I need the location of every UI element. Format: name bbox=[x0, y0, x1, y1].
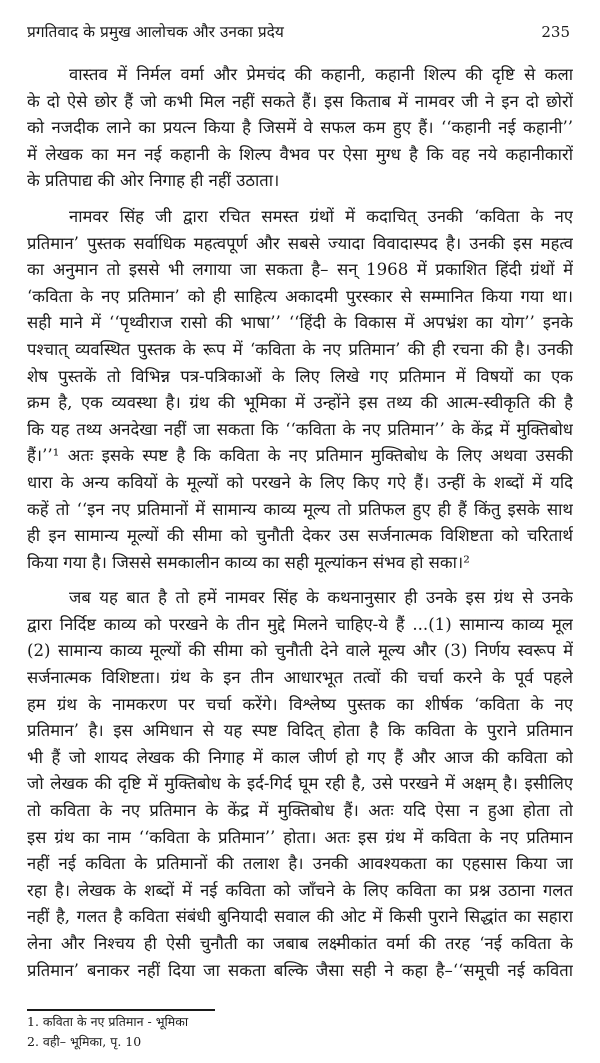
text-line: सही माने में ‘‘पृथ्वीराज रासो की भाषा’’ ‘‘हिंदी के विकास में अपभ्रंश का योग’’ इनके bbox=[27, 313, 573, 333]
text-line: प्रतिमान’ है। इस अमिधान से यह स्पष्ट विदित् होता है कि कविता के पुराने प्रतिमान bbox=[27, 721, 573, 741]
text-line: पश्चात् व्यवस्थित पुस्तक के रूप में ‘कविता के नए प्रतिमान’ की ही रचना की है। उनकी bbox=[27, 339, 573, 359]
paragraph-3 bbox=[27, 585, 573, 984]
text-line: कि यह तथ्य अनदेखा नहीं जा सकता कि ‘‘कविता के नए प्रतिमान’’ के केंद्र में मुक्तिबोध bbox=[27, 419, 573, 439]
running-header bbox=[27, 20, 570, 44]
text-line: प्रतिमान’ बनाकर नहीं दिया जा सकता बल्कि जैसा सही ने कहा है–‘‘समूची नई कविता bbox=[27, 960, 573, 980]
text-line: जो लेखक की दृष्टि में मुक्तिबोध के इर्द-गिर्द घूम रही है, उसे परखने में अक्षम् है। इसीलिए bbox=[27, 774, 573, 794]
paragraph-2 bbox=[27, 204, 573, 576]
text-line: शेष पुस्तकें तो विभिन्न पत्र-पत्रिकाओं के लिए लिखे गए प्रतिमान में विषयों का एक bbox=[27, 366, 573, 386]
text-line: धारा के अन्य कवियों के मूल्यों को परखने के लिए किए गऐ हैं। उन्हीं के शब्दों में यदि bbox=[27, 472, 573, 492]
text-line: में लेखक का मन नई कहानी के शिल्प वैभव पर ऐसा मुग्ध है कि वह नये कहानीकारों bbox=[27, 144, 573, 164]
text-line: को नजदीक लाने का प्रयत्न किया है जिसमें वे सफल कम हुए हैं। ‘‘कहानी नई कहानी’’ bbox=[27, 118, 573, 138]
running-title: प्रगतिवाद के प्रमुख आलोचक और उनका प्रदेय bbox=[27, 23, 284, 41]
footnote-divider bbox=[27, 1009, 215, 1011]
body-text bbox=[27, 62, 573, 993]
paragraph-1 bbox=[27, 62, 573, 195]
footnote-1: 1. कविता के नए प्रतिमान - भूमिका bbox=[27, 1014, 189, 1029]
text-line: तो कविता के नए प्रतिमान के केंद्र में मुक्तिबोध हैं। अतः यदि ऐसा न हुआ होता तो bbox=[27, 801, 573, 821]
text-line: लेना और निश्चय ही ऐसी चुनौती का जबाब लक्ष्मीकांत वर्मा की तरह ‘नई कविता के bbox=[27, 934, 573, 953]
text-line: हैं।’’¹ अतः इसके स्पष्ट है कि कविता के नए प्रतिमान मुक्तिबोध के लिए अथवा उसकी bbox=[27, 446, 573, 466]
text-line: भी हैं जो शायद लेखक की निगाह में काल जीर्ण हो गए हैं और आज की कविता को bbox=[27, 747, 573, 767]
text-line: वास्तव में निर्मल वर्मा और प्रेमचंद की कहानी, कहानी शिल्प की दृष्टि से कला bbox=[69, 65, 573, 84]
text-line: ‘कविता के नए प्रतिमान’ को ही साहित्य अकादमी पुरस्कार से सम्मानित किया गया था। bbox=[27, 286, 573, 306]
text-line: ही इन सामान्य मूल्यों की सीमा को चुनौती देकर उस सर्जनात्मक विशिष्टता को चरितार्थ bbox=[27, 526, 573, 546]
text-line: के प्रतिपाद्य की ओर निगाह ही नहीं उठाता। bbox=[27, 171, 280, 191]
text-line: क्रम है, एक व्यवस्था है। ग्रंथ की भूमिका में उन्होंने इस तथ्य की आत्म-स्वीकृति की है bbox=[27, 393, 573, 413]
text-line: नामवर सिंह जी द्वारा रचित समस्त ग्रंथों में कदाचित् उनकी ‘कविता के नए bbox=[69, 206, 573, 226]
text-line: प्रतिमान’ पुस्तक सर्वाधिक महत्वपूर्ण और सबसे ज्यादा विवादास्पद है। उनकी इस महत्व bbox=[27, 233, 573, 253]
text-line: नहीं नई कविता के प्रतिमानों की तलाश है। उनकी आवश्यकता का एहसास किया जा bbox=[27, 854, 573, 874]
text-line: के दो ऐसे छोर हैं जो कभी मिल नहीं सकते हैं। इस किताब में नामवर जी ने इन दो छोरों bbox=[27, 91, 573, 111]
text-line: रहा है। लेखक के शब्दों में नई कविता को जाँचने के लिए कविता का प्रश्न उठाना गलत bbox=[27, 880, 573, 900]
text-line: का अनुमान तो इससे भी लगाया जा सकता है– सन् 1968 में प्रकाशित हिंदी ग्रंथों में bbox=[27, 260, 573, 280]
footnote-2: 2. वही– भूमिका, पृ. 10 bbox=[27, 1034, 142, 1049]
text-line: नहीं है, गलत है कविता संबंधी बुनियादी सवाल की ओट में किसी पुराने सिद्धांत का सहारा bbox=[27, 907, 573, 927]
text-line: सर्जनात्मक विशिष्टता। ग्रंथ के इन तीन आधारभूत तत्वों की चर्चा करने के पूर्व पहले bbox=[27, 668, 573, 688]
page-number: 235 bbox=[541, 23, 570, 41]
text-line: जब यह बात है तो हमें नामवर सिंह के कथनानुसार ही उनके इस ग्रंथ से उनके bbox=[69, 588, 573, 608]
text-line: कहें तो ‘‘इन नए प्रतिमानों में सामान्य काव्य मूल्य तो प्रतिफल हुए ही हैं किंतु इसके साथ bbox=[27, 499, 573, 519]
footnotes bbox=[27, 1012, 188, 1052]
text-line: द्वारा निर्दिष्ट काव्य को परखने के तीन मुद्दे मिलने चाहिए-ये हैं ...(1) सामान्य काव्य मूल bbox=[27, 614, 573, 634]
text-line: इस ग्रंथ का नाम ‘‘कविता के प्रतिमान’’ होता। अतः इस ग्रंथ में कविता के नए प्रतिमान bbox=[27, 827, 573, 847]
text-line: हम ग्रंथ के नामकरण पर चर्चा करेंगे। विश्लेष्य पुस्तक का शीर्षक ‘कविता के नए bbox=[27, 694, 573, 714]
text-line: किया गया है। जिससे समकालीन काव्य का सही मूल्यांकन संभव हो सका।² bbox=[27, 552, 470, 572]
text-line: (2) सामान्य काव्य मूल्यों की सीमा को चुनौती देने वाले मूल्य और (3) निर्णय स्वरूप में bbox=[27, 641, 573, 661]
